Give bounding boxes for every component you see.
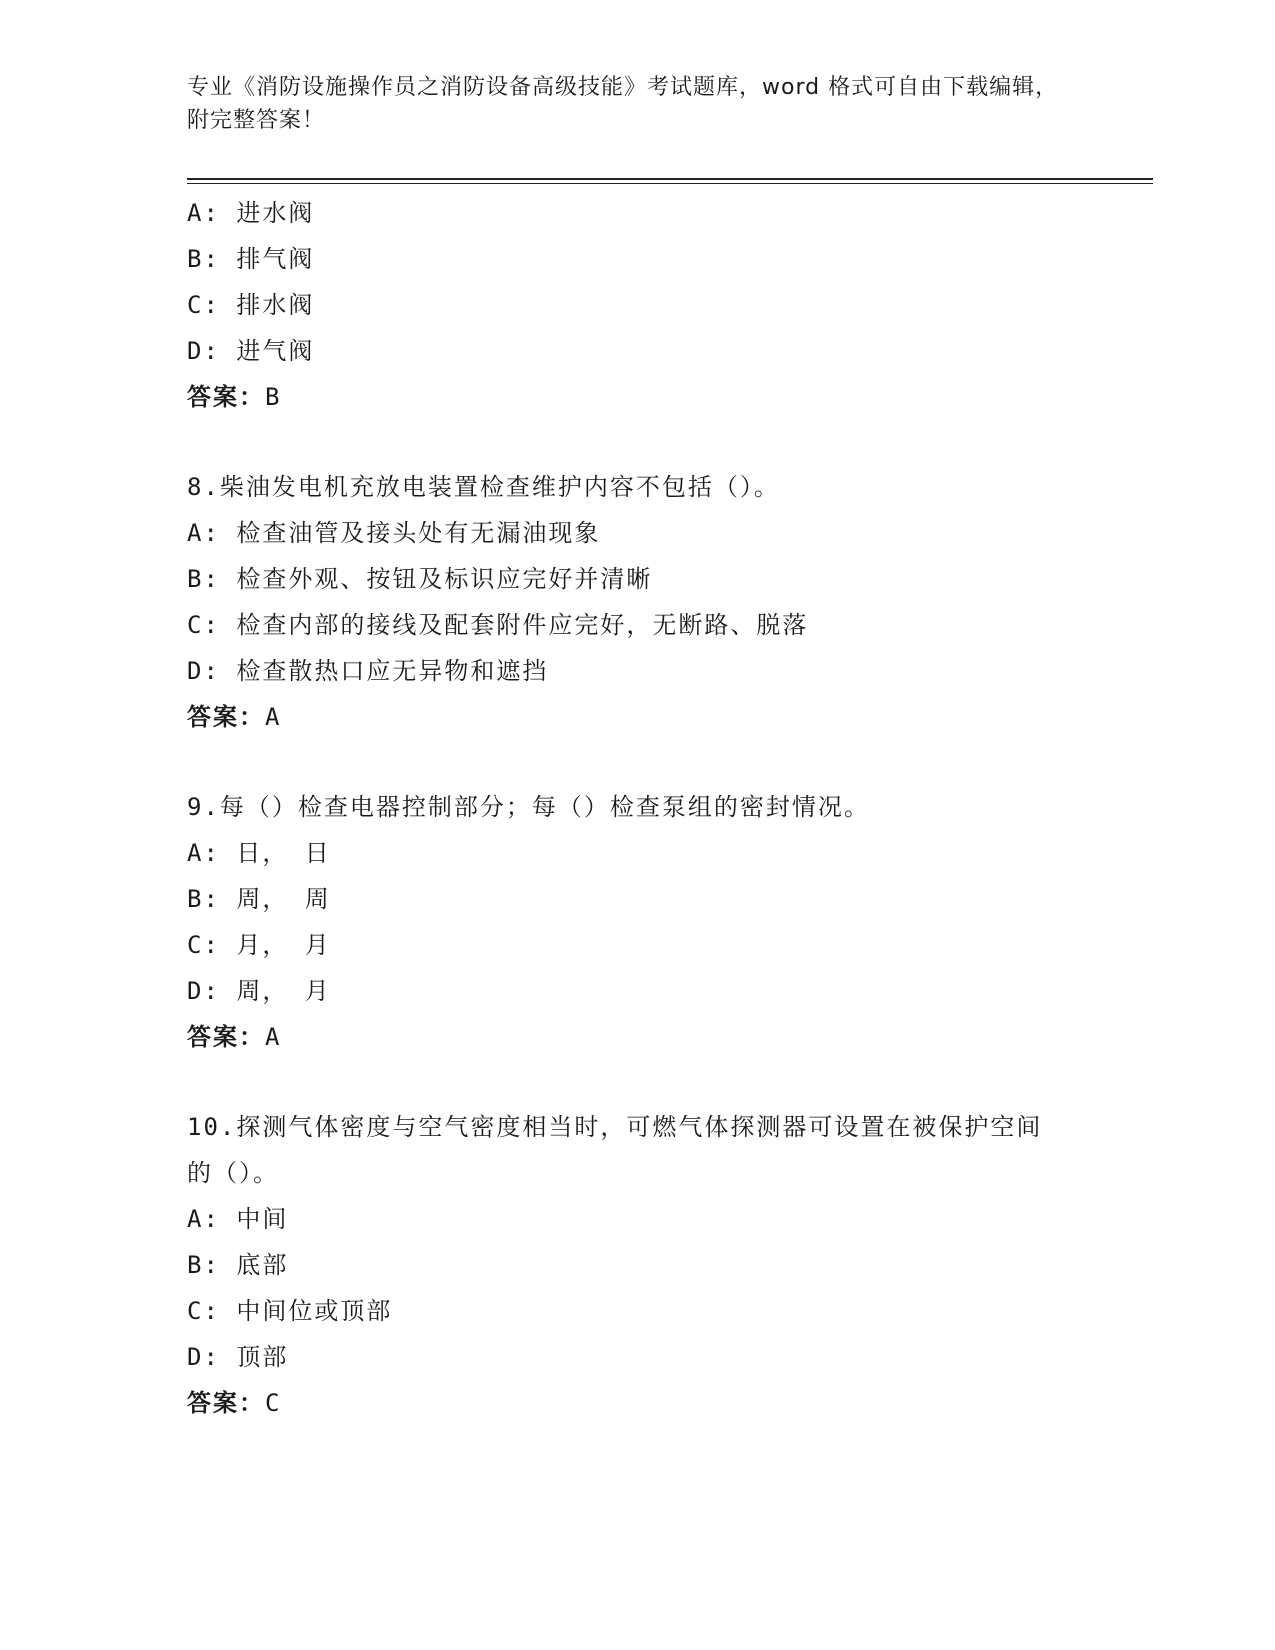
question-list xyxy=(187,190,1087,1426)
option-d: D: 周， 月 xyxy=(187,977,331,1005)
option-a: A: 进水阀 xyxy=(187,199,315,227)
question-item xyxy=(187,1104,1087,1426)
answer-label: 答案： xyxy=(187,383,265,411)
answer-line xyxy=(187,1380,1087,1426)
document-header: 专业《消防设施操作员之消防设备高级技能》考试题库，word 格式可自由下载编辑，附完整答案！ xyxy=(187,75,1059,133)
option-c: C: 中间位或顶部 xyxy=(187,1297,393,1325)
option-c: C: 排水阀 xyxy=(187,291,315,319)
answer-value: A xyxy=(265,1023,282,1051)
answer-value: B xyxy=(265,383,282,411)
question-stem: 9.每（）检查电器控制部分；每（）检查泵组的密封情况。 xyxy=(187,793,870,821)
answer-label: 答案： xyxy=(187,1389,265,1417)
question-item xyxy=(187,784,1087,1060)
question-item xyxy=(187,190,1087,420)
answer-value: C xyxy=(265,1389,282,1417)
question-item xyxy=(187,464,1087,740)
option-a: A: 检查油管及接头处有无漏油现象 xyxy=(187,519,601,547)
option-b: B: 排气阀 xyxy=(187,245,315,273)
answer-line xyxy=(187,694,1087,740)
answer-label: 答案： xyxy=(187,703,265,731)
header-rule-thin xyxy=(187,183,1153,184)
option-c: C: 检查内部的接线及配套附件应完好，无断路、脱落 xyxy=(187,611,809,639)
option-d: D: 进气阀 xyxy=(187,337,315,365)
answer-line xyxy=(187,374,1087,420)
option-b: B: 底部 xyxy=(187,1251,289,1279)
option-a: A: 日， 日 xyxy=(187,839,331,867)
option-d: D: 检查散热口应无异物和遮挡 xyxy=(187,657,549,685)
answer-value: A xyxy=(265,703,282,731)
option-a: A: 中间 xyxy=(187,1205,289,1233)
answer-line xyxy=(187,1014,1087,1060)
option-b: B: 周， 周 xyxy=(187,885,331,913)
header-rule-thick xyxy=(187,178,1153,180)
question-stem: 8.柴油发电机充放电装置检查维护内容不包括（）。 xyxy=(187,473,780,501)
option-d: D: 顶部 xyxy=(187,1343,289,1371)
option-c: C: 月， 月 xyxy=(187,931,331,959)
answer-label: 答案： xyxy=(187,1023,265,1051)
option-b: B: 检查外观、按钮及标识应完好并清晰 xyxy=(187,565,653,593)
question-stem: 10.探测气体密度与空气密度相当时，可燃气体探测器可设置在被保护空间的（）。 xyxy=(187,1113,1043,1187)
